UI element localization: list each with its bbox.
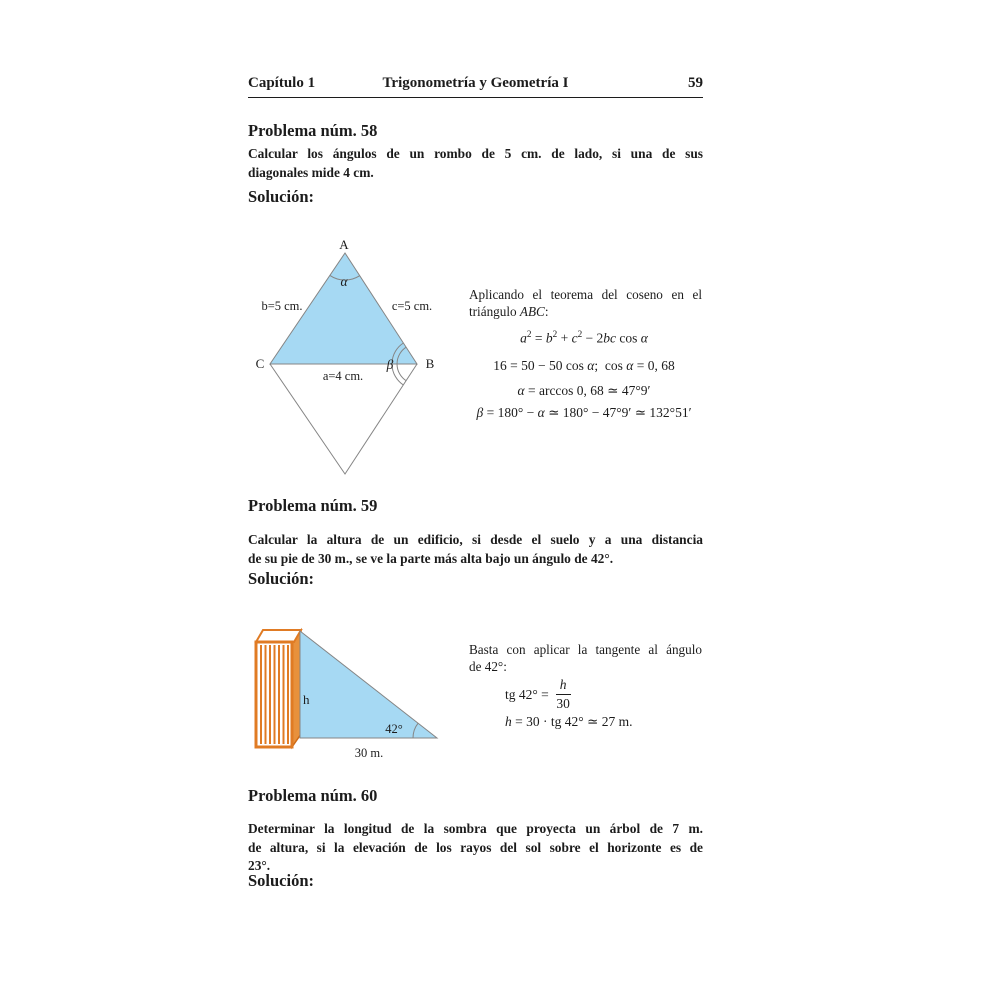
statement-line: diagonales mide 4 cm. <box>248 164 374 180</box>
sight-triangle-shape <box>300 631 437 738</box>
tangent-lhs: tg 42° = <box>505 686 549 702</box>
beta-angle-label: β <box>386 357 394 372</box>
elevation-angle-label: 42° <box>385 722 403 736</box>
fraction-h-over-30 <box>556 677 571 712</box>
problem-59-statement <box>248 531 703 568</box>
chapter-label: Capítulo 1 <box>248 75 316 91</box>
statement-line: Calcular la altura de un edificio, si desde el suelo y a una distancia <box>248 532 703 547</box>
base-distance-label: 30 m. <box>354 746 384 760</box>
height-label: h <box>303 692 310 707</box>
law-of-cosines-equation: $a^2 = b^2 + c^2 - 2bc$ cos α <box>520 329 648 346</box>
problem-58-title: Problema núm. 58 <box>248 121 378 140</box>
beta-result-equation: β = 180° − α ≃ 180° − 47°9′ ≃ 132°51′ <box>476 405 692 420</box>
side-c-label: c=5 cm. <box>391 299 433 313</box>
problem-60-title: Problema núm. 60 <box>248 786 378 805</box>
problem-58-solution-label: Solución: <box>248 187 315 206</box>
book-title: Trigonometría y Geometría I <box>382 75 569 91</box>
problem-60-solution-label: Solución: <box>248 871 315 890</box>
tangent-equation <box>505 677 571 712</box>
alpha-angle-label: α <box>340 274 348 289</box>
problem-59-explanation <box>469 641 702 676</box>
problem-60-statement <box>248 820 703 876</box>
statement-line: de altura, si la elevación de los rayos del sol sobre el horizonte es de <box>248 839 703 855</box>
height-result-equation: h = 30 · tg 42° ≃ 27 m. <box>505 714 633 729</box>
rhombus-figure <box>225 225 470 485</box>
statement-line: Determinar la longitud de la sombra que proyecta un árbol de 7 m. <box>248 821 703 836</box>
fraction-denominator: 30 <box>556 696 570 712</box>
statement-line: 23°. <box>248 858 271 873</box>
explanation-line: Basta con aplicar la tangente al ángulo <box>469 642 702 657</box>
problem-58-statement <box>248 145 703 182</box>
side-b-label: b=5 cm. <box>261 299 303 313</box>
vertex-a-label: A <box>339 237 349 252</box>
building-top-face <box>256 630 301 642</box>
explanation-line: de 42°: <box>469 659 507 675</box>
explanation-line: Aplicando el teorema del coseno en el <box>469 287 702 302</box>
statement-line: Calcular los ángulos de un rombo de 5 cm. de lado, si una de sus <box>248 146 703 161</box>
building-stripes <box>261 645 288 744</box>
problem-58-explanation <box>469 286 702 321</box>
explanation-line: triángulo ABC: <box>469 304 549 320</box>
vertex-b-label: B <box>425 356 435 371</box>
page-header <box>248 76 703 98</box>
problem-59-solution-label: Solución: <box>248 569 315 588</box>
cosine-value-equation: 16 = 50 − 50 cos α; cos α = 0, 68 <box>493 358 675 373</box>
alpha-result-equation: α = arccos 0, 68 ≃ 47°9′ <box>517 383 651 398</box>
page-number: 59 <box>688 75 703 91</box>
problem-59-title: Problema núm. 59 <box>248 496 378 515</box>
fraction-numerator: h <box>556 677 571 695</box>
vertex-c-label: C <box>255 356 265 371</box>
building-figure <box>240 612 450 767</box>
statement-line: de su pie de 30 m., se ve la parte más alta bajo un ángulo de 42°. <box>248 550 614 566</box>
side-a-label: a=4 cm. <box>322 369 364 383</box>
